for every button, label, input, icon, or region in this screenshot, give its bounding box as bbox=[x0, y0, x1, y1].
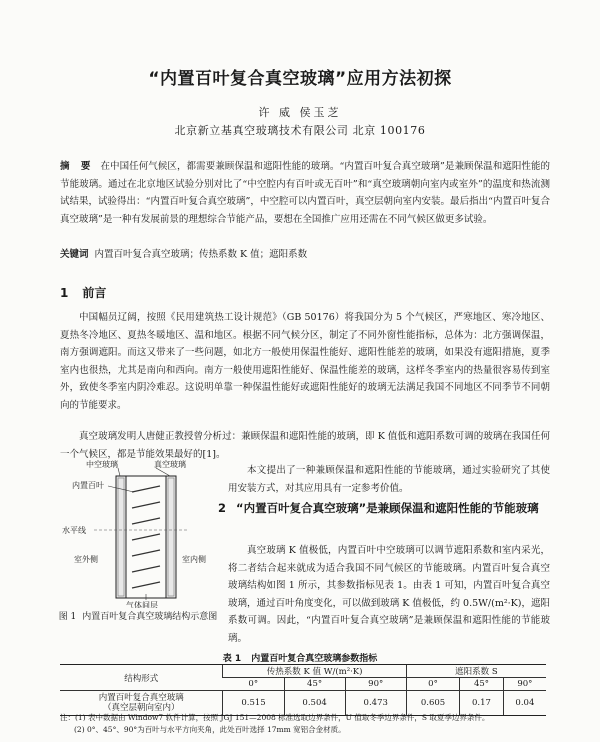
table-1 bbox=[60, 664, 546, 716]
value-cell: 0.04 bbox=[503, 691, 546, 716]
authors: 许 威 侯玉芝 bbox=[258, 106, 342, 119]
header-structure: 结构形式 bbox=[60, 665, 223, 691]
label-hollow-glass: 中空玻璃 bbox=[86, 460, 118, 469]
angle-cell: 90° bbox=[345, 678, 406, 691]
abstract bbox=[60, 158, 550, 228]
section-2-number: 2 bbox=[218, 501, 227, 515]
section-2-paragraph-1: 真空玻璃 K 值极低，内置百叶中空玻璃可以调节遮阳系数和室内采光，将二者结合起来就成为适合我国不同气候区的节能玻璃。内置百叶复合真空玻璃结构如图 1 所示，其参数指标见表 1。由表 1 可知，内置百叶复合真空玻璃，通过百叶角度变化，可以做到玻璃 K 值极低，约 0.5W/(m²·K)，遮阳系数可调。因此，“内置百叶复合真空玻璃”是兼顾保温和遮阳性能的节能玻璃。 bbox=[228, 545, 550, 644]
paper-title: “内置百叶复合真空玻璃”应用方法初探 bbox=[148, 69, 452, 89]
label-indoor: 室内侧 bbox=[182, 555, 206, 564]
label-gas-layer: 气体间层 bbox=[126, 601, 158, 608]
header-shading-coefficient: 遮阳系数 S bbox=[406, 665, 546, 678]
outer-glass-pane bbox=[116, 476, 126, 598]
abstract-label: 摘 要 bbox=[60, 161, 95, 172]
section-1-paragraph-1: 中国幅员辽阔，按照《民用建筑热工设计规范》（GB 50176）将我国分为 5 个气候区，严寒地区、寒冷地区、夏热冬冷地区、夏热冬暖地区、温和地区。根据不同气候分区，制定了不同外窗性能指标，总体为：北方强调保温，南方强调遮阳。而这又带来了一些问题，如北方一般使用保温性能好、遮阳性能差的玻璃，如果没有遮阳措施，夏季室内也很热，尤其是南向和西向。南方一般使用遮阳性能好、保温性能差的玻璃，这样冬季室内的热量很容易传到室外，致使冬季室内阴冷难忍。这说明单靠一种保温性能好或遮阳性能好的玻璃无法满足我国不同地区不同季节不同朝向的节能要求。 bbox=[60, 312, 550, 411]
louver-slat bbox=[132, 582, 160, 588]
angle-cell: 90° bbox=[503, 678, 546, 691]
label-outdoor: 室外侧 bbox=[74, 555, 98, 564]
row-label-line-1: 内置百叶复合真空玻璃 bbox=[98, 693, 184, 703]
label-vacuum-glass: 真空玻璃 bbox=[154, 460, 186, 469]
affiliation: 北京新立基真空玻璃技术有限公司 北京 100176 bbox=[174, 124, 426, 137]
angle-cell: 45° bbox=[460, 678, 504, 691]
abstract-text: 在中国任何气候区，都需要兼顾保温和遮阳性能的玻璃。“内置百叶复合真空玻璃”是兼顾保温和遮阳性能的节能玻璃。通过在北京地区试验分别对比了“中空腔内有百叶或无百叶”和“真空玻璃朝向室内或室外”的温度和热流测试结果，试验得出：“内置百叶复合真空玻璃”，中空腔可以内置百叶，真空层朝向室内安装。最后指出“内置百叶复合真空玻璃”是一种有发展前景的理想综合节能产品，要想在全国推广应用还需在不同气候区做更多试验。 bbox=[60, 161, 551, 225]
table-notes bbox=[60, 712, 550, 736]
keywords-text: 内置百叶复合真空玻璃；传热系数 K 值；遮阳系数 bbox=[94, 249, 308, 260]
louver-slat bbox=[132, 502, 160, 508]
keywords bbox=[60, 247, 550, 263]
figure-1-number: 图 1 bbox=[58, 612, 77, 622]
section-2-heading bbox=[218, 500, 556, 517]
table-1-caption bbox=[0, 651, 600, 664]
table-1-number: 表 1 bbox=[222, 654, 242, 664]
table-note-1: 注：(1) 表中数据由 Window7 软件计算，按照 JGJ 151—2008 标准选取边界条件，U 值取冬季边界条件，S 取夏季边界条件。 bbox=[60, 713, 490, 722]
angle-cell: 45° bbox=[284, 678, 345, 691]
table-1-caption-text: 内置百叶复合真空玻璃参数指标 bbox=[251, 654, 378, 664]
louver-slat bbox=[132, 518, 160, 524]
section-1-paragraph-2: 真空玻璃发明人唐健正教授曾分析过：兼顾保温和遮阳性能的玻璃，即 K 值低和遮阳系数可调的玻璃在我国任何一个气候区，都是节能效果最好的[1]。 bbox=[60, 431, 550, 460]
value-cell: 0.504 bbox=[284, 691, 345, 716]
label-louver: 内置百叶 bbox=[72, 481, 104, 490]
header-k-value: 传热系数 K 值 W/(m²·K) bbox=[223, 665, 406, 678]
leader-line bbox=[118, 468, 120, 476]
louver-slat bbox=[132, 534, 160, 540]
louver-slat bbox=[132, 566, 160, 572]
vacuum-glass-pane bbox=[166, 476, 176, 598]
louver-slat bbox=[132, 550, 160, 556]
table-note-2: (2) 0°、45°、90°为百叶与水平方向夹角，此处百叶选择 17mm 宽铝合金材质。 bbox=[74, 725, 346, 734]
leader-line bbox=[156, 468, 170, 476]
louver-slat bbox=[132, 486, 160, 492]
figure-1-caption-text: 内置百叶复合真空玻璃结构示意图 bbox=[82, 612, 218, 622]
value-cell: 0.473 bbox=[345, 691, 406, 716]
value-cell: 0.17 bbox=[460, 691, 504, 716]
section-1-number: 1 bbox=[60, 286, 69, 300]
section-1-paragraph-3: 本文提出了一种兼顾保温和遮阳性能的节能玻璃，通过实验研究了其使用安装方式，对其应用具有一定参考价值。 bbox=[228, 465, 550, 494]
value-cell: 0.605 bbox=[406, 691, 459, 716]
louver-glass-structure-drawing bbox=[58, 458, 218, 608]
row-label-line-2: （真空层朝向室内） bbox=[102, 703, 180, 713]
figure-1-caption bbox=[58, 610, 218, 625]
section-2-title: “内置百叶复合真空玻璃”是兼顾保温和遮阳性能的节能玻璃 bbox=[236, 501, 539, 515]
value-cell: 0.515 bbox=[223, 691, 284, 716]
section-1-heading bbox=[60, 284, 106, 301]
angle-cell: 0° bbox=[223, 678, 284, 691]
louver-slats bbox=[132, 486, 160, 588]
label-horizontal-line: 水平线 bbox=[62, 526, 86, 535]
angle-cell: 0° bbox=[406, 678, 459, 691]
keywords-label: 关键词 bbox=[60, 249, 89, 260]
section-1-title: 前言 bbox=[82, 286, 107, 300]
table-header-row bbox=[60, 665, 546, 678]
